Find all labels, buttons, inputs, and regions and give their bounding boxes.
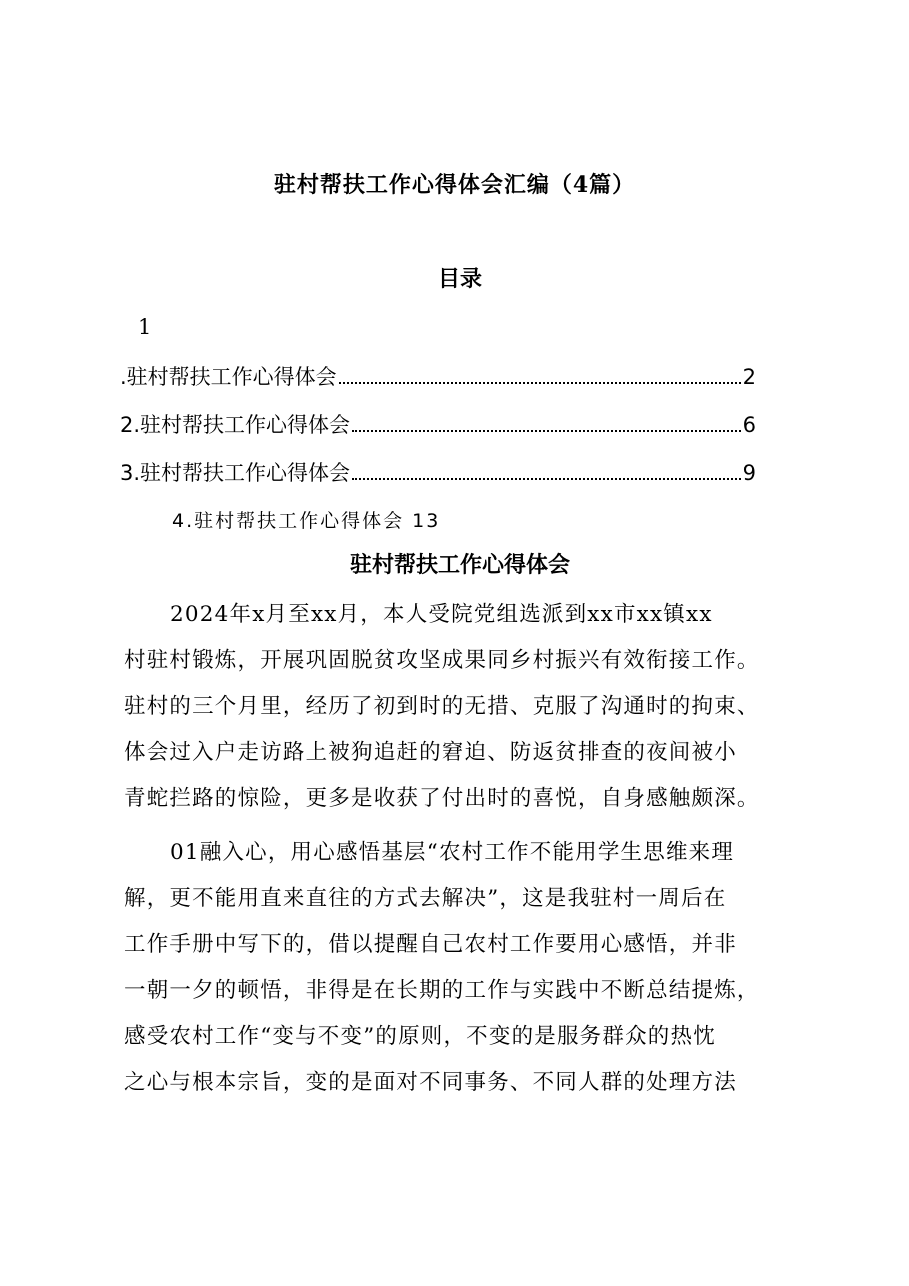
toc-entry-3[interactable]: [120, 457, 756, 487]
section-title: 驻村帮扶工作心得体会: [349, 552, 570, 578]
toc-page-number: 2: [742, 365, 756, 389]
toc-leader-dots: [339, 382, 741, 384]
paragraph-line: 解，更不能用直来直往的方式去解决”，这是我驻村一周后在: [124, 886, 727, 911]
toc-entry-2[interactable]: [120, 409, 756, 439]
paragraph-line: 感受农村工作“变与不变”的原则，不变的是服务群众的热忱: [124, 1024, 716, 1049]
toc-entry-1[interactable]: [120, 361, 756, 391]
document-title: 驻村帮扶工作心得体会汇编（4篇）: [273, 172, 636, 198]
toc-leader-dots: [352, 430, 741, 432]
toc-entry-label: .驻村帮扶工作心得体会: [120, 365, 337, 389]
paragraph-line: 青蛇拦路的惊险，更多是收获了付出时的喜悦，自身感触颇深。: [124, 786, 760, 811]
toc-page-number: 6: [742, 413, 756, 437]
toc-leader-dots: [352, 478, 741, 480]
paragraph-line: 2024年x月至xx月，本人受院党组选派到xx市xx镇xx: [170, 602, 713, 627]
paragraph-line: 01融入心，用心感悟基层“农村工作不能用学生思维来理: [170, 840, 735, 865]
paragraph-2: [124, 830, 810, 1106]
paragraph-line: 一朝一夕的顿悟，非得是在长期的工作与实践中不断总结提炼，: [124, 978, 760, 1003]
paragraph-line: 之心与根本宗旨，变的是面对不同事务、不同人群的处理方法: [124, 1070, 737, 1095]
paragraph-line: 工作手册中写下的，借以提醒自己农村工作要用心感悟，并非: [124, 932, 737, 957]
toc-entry-1-number: 1: [138, 315, 152, 339]
paragraph-line: 驻村的三个月里，经历了初到时的无措、克服了沟通时的拘束、: [124, 694, 760, 719]
paragraph-line: 体会过入户走访路上被狗追赶的窘迫、防返贫排查的夜间被小: [124, 740, 737, 765]
paragraph-line: 村驻村锻炼，开展巩固脱贫攻坚成果同乡村振兴有效衔接工作。: [124, 648, 760, 673]
paragraph-1: [124, 592, 810, 822]
toc-heading: 目录: [437, 266, 482, 292]
toc-entry-label: 2.驻村帮扶工作心得体会: [120, 413, 351, 437]
toc-entry-label: 3.驻村帮扶工作心得体会: [120, 461, 351, 485]
toc-entry-4[interactable]: 4.驻村帮扶工作心得体会 13: [172, 510, 441, 532]
toc-page-number: 9: [742, 461, 756, 485]
